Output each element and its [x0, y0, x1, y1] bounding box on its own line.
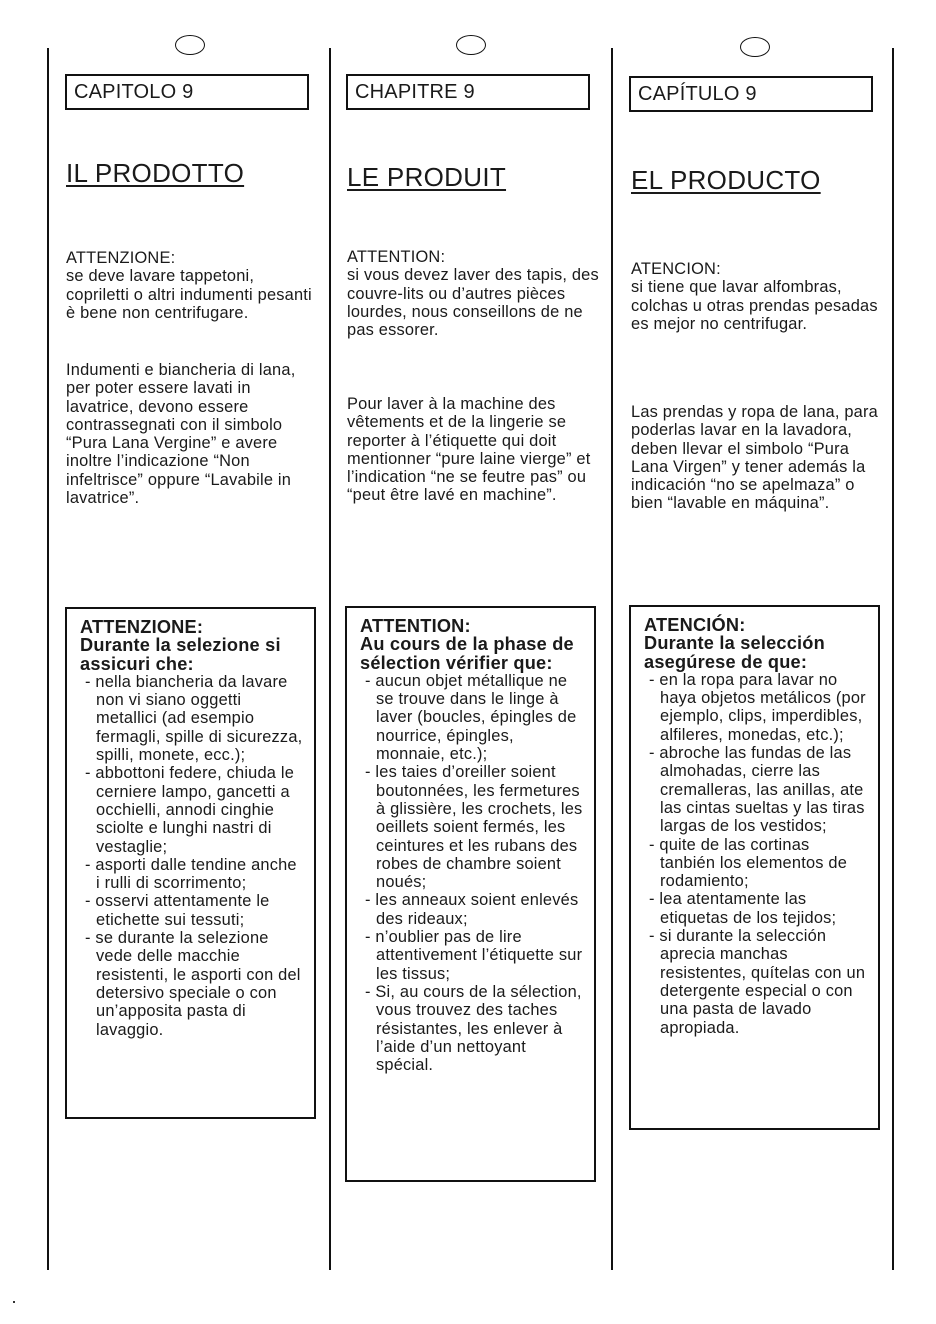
language-flag-icon	[456, 35, 486, 55]
warning-heading: ATENCION:	[631, 260, 721, 278]
list-item: - les anneaux soient enlevés des rideaux;	[360, 891, 584, 928]
warning-note	[631, 260, 883, 333]
box-subheading: Au cours de la phase de sélection vérifier que:	[360, 634, 574, 673]
column-divider-left	[47, 48, 49, 1270]
section-title: EL PRODUCTO	[631, 165, 821, 195]
section-title: LE PRODUIT	[347, 162, 507, 192]
box-heading: ATTENZIONE:	[80, 617, 204, 637]
box-heading: ATTENTION:	[360, 616, 471, 636]
selection-warning-box	[345, 606, 596, 1182]
section-title: IL PRODOTTO	[66, 158, 245, 188]
warning-text: si tiene que lavar alfombras, colchas u otras prendas pesadas es mejor no centrifugar.	[631, 278, 878, 333]
list-item: - nella biancheria da lavare non vi siano oggetti metallici (ad esempio fermagli, spille di sicurezza, spilli, monete, ecc.);	[80, 673, 304, 764]
warning-heading: ATTENTION:	[347, 248, 446, 266]
selection-warning-box	[65, 607, 316, 1119]
language-flag-icon	[740, 37, 770, 57]
check-list	[360, 672, 584, 1075]
box-subheading: Durante la selezione si assicuri che:	[80, 635, 281, 674]
column-divider-right	[892, 48, 894, 1270]
warning-note	[347, 248, 599, 339]
list-item: - osservi attentamente le etichette sui tessuti;	[80, 892, 304, 929]
list-item: - se durante la selezione vede delle macchie resistenti, le asporti con del detersivo speciale o con un’apposita pasta di lavaggio.	[80, 929, 304, 1039]
scan-mark	[13, 1301, 15, 1303]
warning-note	[66, 249, 316, 322]
list-item: - aucun objet métallique ne se trouve dans le linge à laver (boucles, épingles de nourrice, épingles, monnaie, etc.);	[360, 672, 584, 763]
wool-paragraph: Indumenti e biancheria di lana, per poter essere lavati in lavatrice, devono essere contrassegnati con il simbolo “Pura Lana Vergine” e avere inoltre l’indicazione “Non infeltrisce” oppure “Lavabile in lavatrice”.	[66, 361, 296, 508]
warning-text: si vous devez laver des tapis, des couvre-lits ou d’autres pièces lourdes, nous conseillons de ne pas essorer.	[347, 266, 599, 340]
chapter-heading: CAPITOLO 9	[65, 74, 309, 110]
list-item: - lea atentamente las etiquetas de los tejidos;	[644, 890, 868, 927]
list-item: - les taies d’oreiller soient boutonnées, les fermetures à glissière, les crochets, les oeillets soient fermés, les ceintures et les rubans des robes de chambre soient noués;	[360, 763, 584, 891]
list-item: - Si, au cours de la sélection, vous trouvez des taches résistantes, les enlever à l’aide d’un nettoyant spécial.	[360, 983, 584, 1074]
check-list	[80, 673, 304, 1039]
list-item: - n’oublier pas de lire attentivement l’étiquette sur les tissus;	[360, 928, 584, 983]
warning-text: se deve lavare tappetoni, copriletti o altri indumenti pesanti è bene non centrifugare.	[66, 267, 312, 322]
language-flag-icon	[175, 35, 205, 55]
column-divider-1	[329, 48, 331, 1270]
column-divider-2	[611, 48, 613, 1270]
wool-paragraph: Las prendas y ropa de lana, para poderlas lavar en la lavadora, deben llevar el simbolo “Pura Lana Virgen” y tener además la indicación “no se apelmaza” o bien “lavable en máquina”.	[631, 403, 878, 513]
chapter-heading: CAPÍTULO 9	[629, 76, 873, 112]
list-item: - abbottoni federe, chiuda le cerniere lampo, gancetti a occhielli, annodi cinghie sciolte e lunghi nastri di vestaglie;	[80, 764, 304, 855]
list-item: - quite de las cortinas tanbién los elementos de rodamiento;	[644, 836, 868, 891]
box-subheading: Durante la selección asegúrese de que:	[644, 633, 825, 672]
warning-heading: ATTENZIONE:	[66, 249, 176, 267]
list-item: - en la ropa para lavar no haya objetos metálicos (por ejemplo, clips, imperdibles, alfileres, monedas, etc.);	[644, 671, 868, 744]
box-heading: ATENCIÓN:	[644, 615, 746, 635]
wool-paragraph: Pour laver à la machine des vêtements et de la lingerie se reporter à l’étiquette qui doit mentionner “pure laine vierge” et l’indication “ne se feutre pas” ou “peut être lavé en machine”.	[347, 395, 591, 505]
list-item: - abroche las fundas de las almohadas, cierre las cremalleras, las anillas, ate las cintas sueltas y las tiras largas de los vestidos;	[644, 744, 868, 835]
chapter-heading: CHAPITRE 9	[346, 74, 590, 110]
list-item: - asporti dalle tendine anche i rulli di scorrimento;	[80, 856, 304, 893]
check-list	[644, 671, 868, 1037]
selection-warning-box	[629, 605, 880, 1130]
list-item: - si durante la selección aprecia manchas resistentes, quítelas con un detergente especial o con una pasta de lavado apropiada.	[644, 927, 868, 1037]
